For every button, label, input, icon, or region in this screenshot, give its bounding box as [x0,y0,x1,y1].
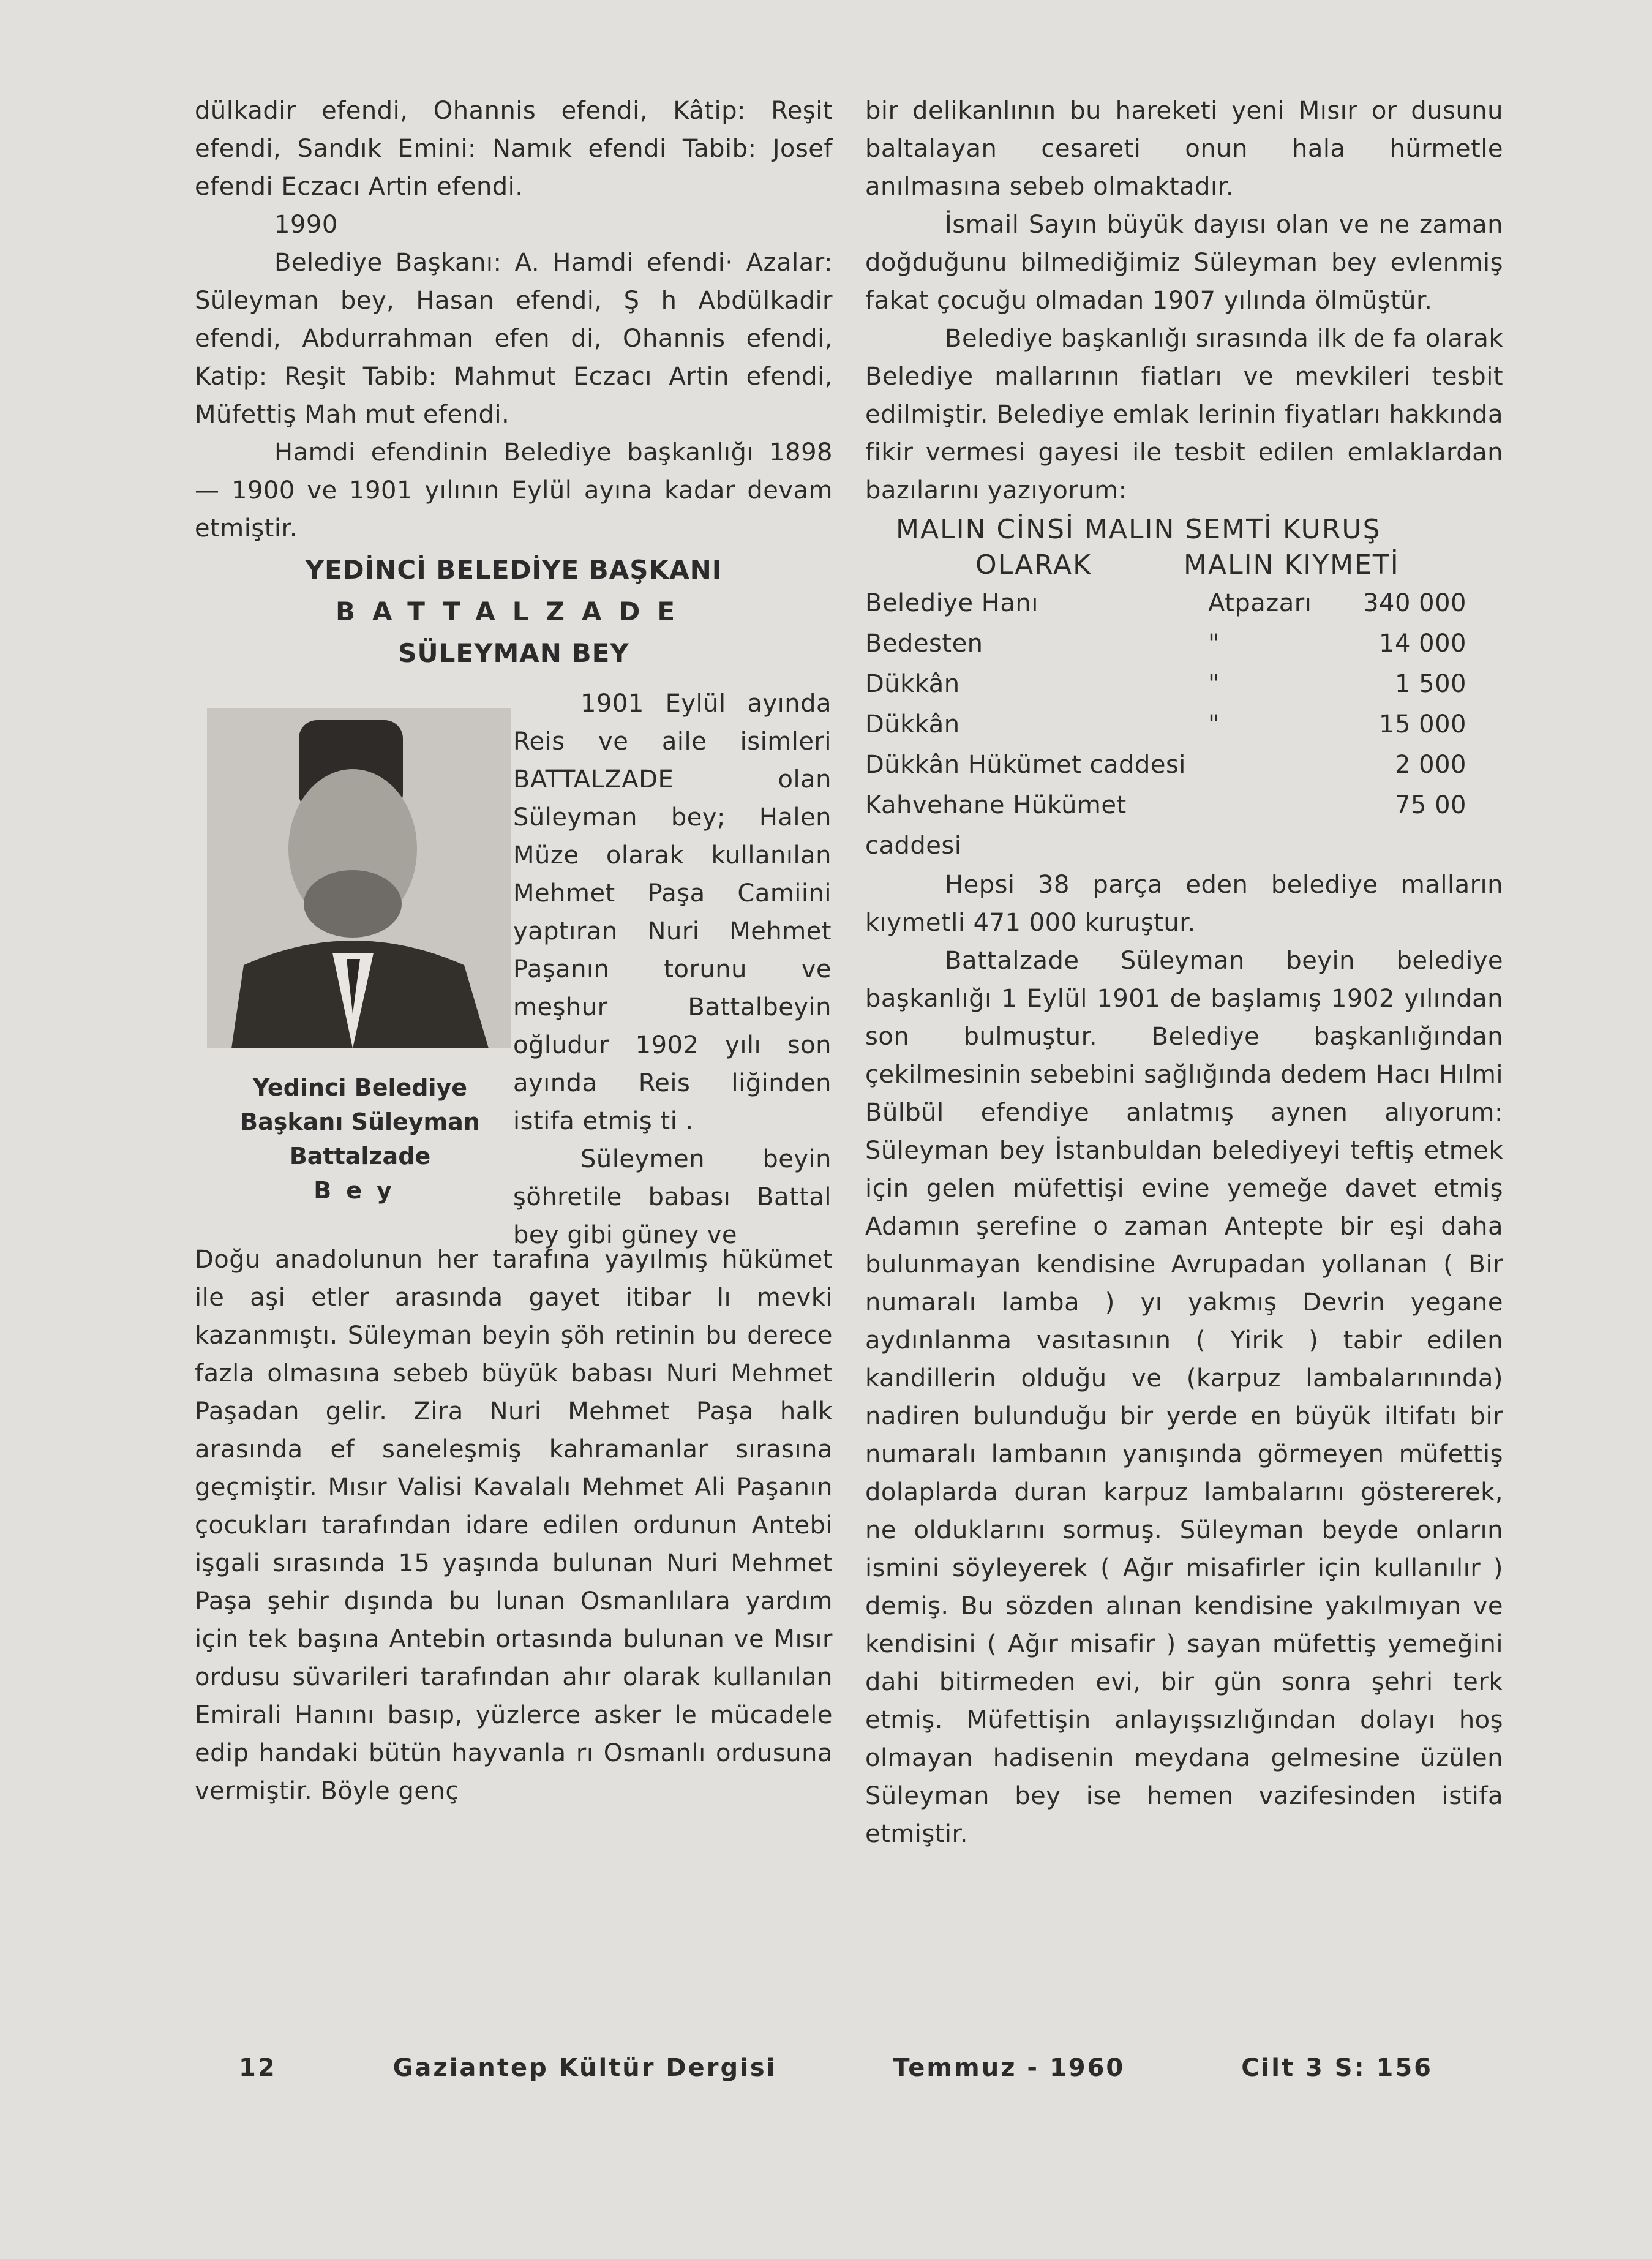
table-row [865,664,1503,704]
caption-line-4: Bey [314,1177,407,1204]
row-place [1208,745,1324,785]
row-place: Atpazarı [1208,589,1312,617]
row-value: 14 000 [1379,630,1466,658]
section-heading-1: YEDİNCİ BELEDİYE BAŞKANI [305,555,723,585]
portrait-caption [195,1070,525,1208]
table-row [865,583,1503,623]
left-paragraph-year: 1990 [274,211,338,239]
row-kind: Belediye Hanı [865,589,1038,617]
portrait-side-text [513,685,832,1254]
row-place: " [1208,630,1220,658]
journal-name: Gaziantep Kültür Dergisi [392,2054,777,2082]
row-place: " [1208,710,1220,739]
caption-line-3: Battalzade [289,1143,431,1170]
table-header-line-2 [865,547,1503,583]
table-row [865,785,1503,866]
issue-volume: Cilt 3 S: 156 [1241,2054,1433,2082]
table-row [865,704,1503,745]
row-value: 15 000 [1379,710,1466,739]
property-table [865,583,1503,866]
left-column [195,92,833,1810]
caption-line-1: Yedinci Belediye [252,1074,468,1101]
table-row [865,745,1503,785]
side-paragraph-2: Süleymen beyin şöhretile babası Battal bey gibi güney ve [513,1145,832,1249]
row-kind: Dükkân [865,670,960,698]
side-paragraph-1: 1901 Eylül ayında Reis ve aile isimleri BATTALZADE olan Süleyman bey; Halen Müze olarak kullanılan Mehmet Paşa Camiini yaptıran Nuri Mehmet Paşanın torunu ve meşhur Battalbeyin oğludur 1902 yılı son ayında Reis liğinden istifa etmiş ti . [513,690,832,1135]
row-value: 2 000 [1394,751,1466,779]
table-header-kiymet: MALIN KIYMETİ [1184,549,1400,581]
right-paragraph-3: Belediye başkanlığı sırasında ilk de fa olarak Belediye mallarının fiatları ve mevkileri tesbit edilmiştir. Belediye emlak lerinin fiyatları hakkında fikir vermesi gayesi ile tesbit edilen emlaklardan bazılarını yazıyorum: [865,325,1503,505]
page-number: 12 [239,2054,277,2082]
table-header-olarak: OLARAK [975,549,1092,581]
portrait-figure-icon [207,708,511,1048]
caption-line-2: Başkanı Süleyman [240,1108,480,1135]
left-paragraph-hamdi: Hamdi efendinin Belediye başkanlığı 1898 — 1900 ve 1901 yılının Eylül ayına kadar devam etmiştir. [195,438,833,543]
right-paragraph-story: Battalzade Süleyman beyin belediye başkanlığı 1 Eylül 1901 de başlamış 1902 yılından son bulmuştur. Belediye başkanlığından çekilmesinin sebebini sağlığında dedem Hacı Hılmi Bülbül efendiye anlatmış aynen alıyorum: Süleyman bey İstanbuldan belediyeyi teftiş etmek için gelen müfettişi evine yemeğe davet etmiş Adamın şerefine o zaman Antepte bir eşi daha bulunmayan kendisine Avrupadan yollanan ( Bir numaralı lamba ) yı yakmış Devrin yegane aydınlanma vasıtasının ( Yirik ) tabir edilen kandillerin olduğu ve (karpuz lambalarınında) nadiren bulunduğu bir yerde en büyük iltifatı bir numaralı lambanın yanışında görmeyen müfettiş dolaplarda duran karpuz lambalarını göstererek, ne olduklarını sormuş. Süleyman beyde onların ismini söyleyerek ( Ağır misafirler için kullanılır ) demiş. Bu sözden alınan kendisine yakılmıyan ve kendisini ( Ağır misafir ) sayan müfettiş yemeğini dahi bitirmeden evi, bir gün sonra şehri terk etmiş. Müfettişin anlayışsızlığından dolayı hoş olmayan hadisenin meydana gelmesine üzülen Süleyman bey ise hemen vazifesinden istifa etmiştir. [865,947,1503,1848]
left-paragraph-council: Belediye Başkanı: A. Hamdi efendi· Azalar: Süleyman bey, Hasan efendi, Ş h Abdülkadir efendi, Abdurrahman efen di, Ohannis efendi, Katip: Reşit Tabib: Mahmut Eczacı Artin efendi, Müfettiş Mah mut efendi. [195,249,833,429]
portrait-block [195,685,833,1249]
row-place [1208,785,1324,866]
left-paragraph-history: Doğu anadolunun her tarafına yayılmış hükümet ile aşi etler arasında gayet itibar lı mevki kazanmıştı. Süleyman beyin şöh retinin bu derece fazla olmasına sebeb büyük babası Nuri Mehmet Paşadan gelir. Zira Nuri Mehmet Paşa halk arasında ef saneleşmiş kahramanlar sırasına geçmiştir. Mısır Valisi Kavalalı Mehmet Ali Paşanın çocukları tarafından idare edilen ordunun Antebi işgali sırasında 15 yaşında bulunan Nuri Mehmet Paşa şehir dışında bu lunan Osmanlılara yardım için tek başına Antebin ortasında bulunan ve Mısır ordusu süvarileri tarafından ahır olarak kullanılan Emirali Hanını basıp, yüzlerce asker le mücadele edip handaki bütün hayvanla rı Osmanlı ordusuna vermiştir. Böyle genç [195,1246,833,1805]
table-header-line-1: MALIN CİNSİ MALIN SEMTİ KURUŞ [896,514,1381,545]
row-kind: Kahvehane Hükümet caddesi [865,791,1127,860]
issue-date: Temmuz - 1960 [893,2054,1125,2082]
row-kind: Dükkân [865,710,960,739]
portrait-photo [207,708,511,1048]
right-paragraph-1: bir delikanlının bu hareketi yeni Mısır or dusunu baltalayan cesareti onun hala hürmetle anılmasına sebeb olmaktadır. [865,97,1503,201]
row-kind: Bedesten [865,630,983,658]
page-footer [239,2054,1433,2082]
row-value: 1 500 [1394,670,1466,698]
table-row [865,623,1503,664]
section-heading-3: SÜLEYMAN BEY [398,638,629,668]
property-table-header [865,512,1503,583]
row-kind: Dükkân Hükümet caddesi [865,751,1186,779]
section-heading-2: BATTALZADE [335,596,693,626]
row-value: 75 00 [1394,791,1466,819]
right-paragraph-2: İsmail Sayın büyük dayısı olan ve ne zaman doğduğunu bilmediğimiz Süleyman bey evlenmiş fakat çocuğu olmadan 1907 yılında ölmüştür. [865,211,1503,315]
left-paragraph-1: dülkadir efendi, Ohannis efendi, Kâtip: Reşit efendi, Sandık Emini: Namık efendi Tabib: Josef efendi Eczacı Artin efendi. [195,97,833,201]
right-paragraph-total: Hepsi 38 parça eden belediye malların kıymetli 471 000 kuruştur. [865,871,1503,937]
row-value: 340 000 [1363,589,1466,617]
row-place: " [1208,670,1220,698]
right-column [865,92,1503,1853]
